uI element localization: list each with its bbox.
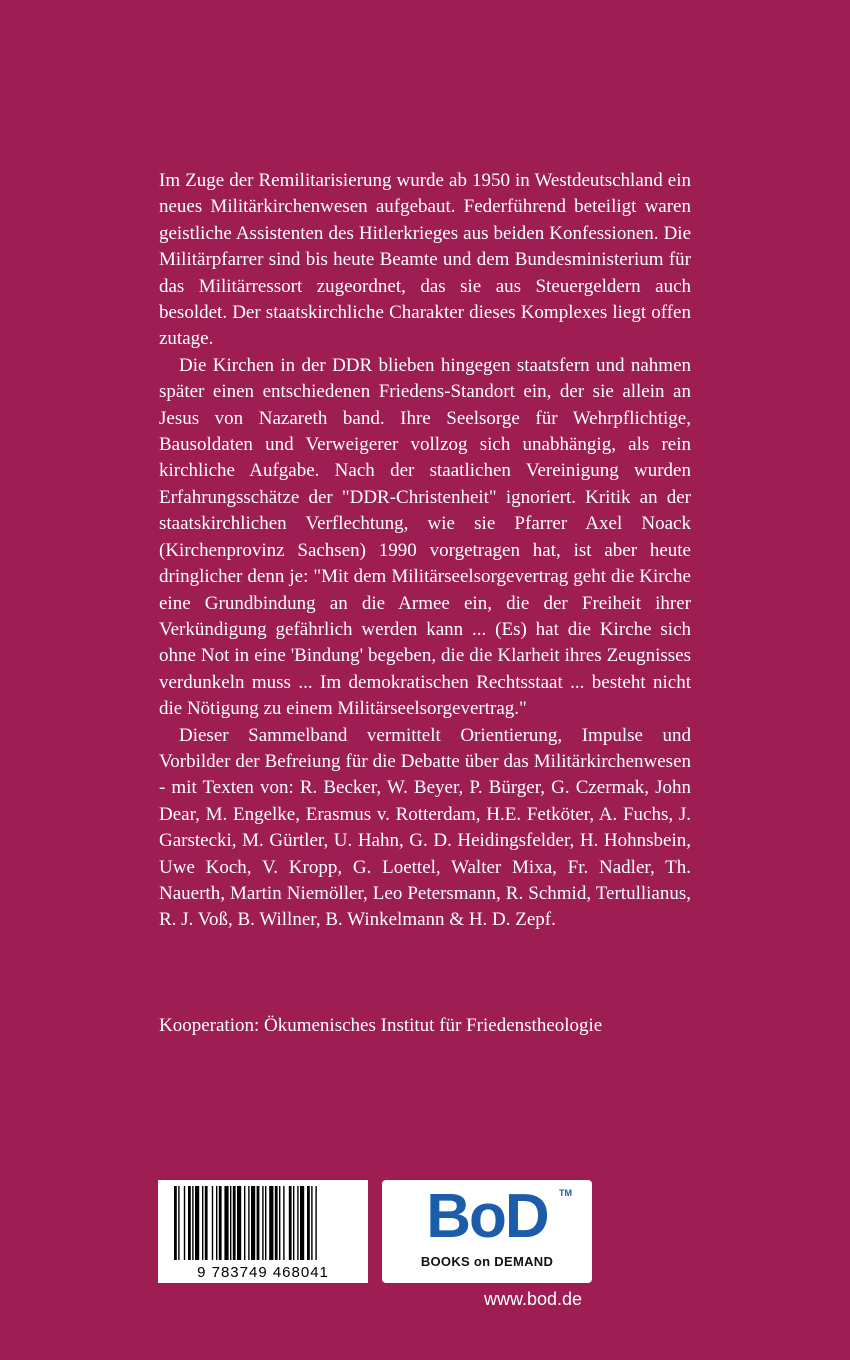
barcode-bar <box>192 1186 193 1260</box>
barcode-bar <box>293 1186 294 1260</box>
barcode-bar <box>269 1186 273 1260</box>
barcode-bar <box>216 1186 217 1260</box>
barcode-bar <box>233 1186 236 1260</box>
barcode-bar <box>195 1186 199 1260</box>
barcode-bar <box>230 1186 231 1260</box>
blurb-paragraph-3: Dieser Sammelband vermittelt Orientierung, Impulse und Vorbilder der Befreiung für die Debatte über das Militärkirchenwesen - mit Texten von: R. Becker, W. Beyer, P. Bürger, G. Czermak, John Dear, M. Engelke, Erasmus v. Rotterdam, H.E. Fetköter, A. Fuchs, J. Garstecki, M. Gürtler, U. Hahn, G. D. Heidingsfelder, H. Hohnsbein, Uwe Koch, V. Kropp, G. Loettel, Walter Mixa, Fr. Nadler, Th. Nauerth, Martin Niemöller, Leo Petersmann, R. Schmid, Tertullianus, R. J. Voß, B. Willner, B. Winkelmann & H. D. Zepf. <box>159 724 691 931</box>
barcode-bar <box>311 1186 312 1260</box>
barcode-bar <box>275 1186 278 1260</box>
publisher-tagline: BOOKS on DEMAND <box>420 1254 554 1269</box>
barcode-bar <box>224 1186 228 1260</box>
barcode-bar <box>307 1186 310 1260</box>
barcode-bar <box>265 1186 266 1260</box>
barcode-bar <box>251 1186 255 1260</box>
barcode-bar <box>289 1186 292 1260</box>
trademark-mark: TM <box>559 1188 572 1198</box>
cooperation-note: Kooperation: Ökumenisches Institut für Friedenstheologie <box>159 1015 603 1036</box>
blurb-text <box>159 168 691 934</box>
barcode-bar <box>279 1186 280 1260</box>
publisher-logo <box>382 1180 592 1283</box>
blurb-paragraph-1: Im Zuge der Remilitarisierung wurde ab 1950 in Westdeutschland ein neues Militärkirchenwesen aufgebaut. Federführend beteiligt waren geistliche Assistenten des Hitlerkrieges aus beiden Konfessionen. Die Militärpfarrer sind bis heute Beamte und dem Bundesministerium für das Militärressort zugeordnet, das sie aus Steuergeldern auch besoldet. Der staatskirchliche Charakter dieses Komplexes liegt offen zutage. <box>159 170 691 350</box>
barcode-bar <box>188 1186 191 1260</box>
barcode-bar <box>315 1186 316 1260</box>
barcode-bar <box>178 1186 179 1260</box>
barcode-bar <box>237 1186 241 1260</box>
barcode-bar <box>205 1186 208 1260</box>
barcode-bar <box>184 1186 185 1260</box>
barcode-bar <box>202 1186 203 1260</box>
barcode-bar <box>174 1186 177 1260</box>
isbn-digits: 9 783749 468041 <box>197 1264 329 1281</box>
barcode-bar <box>262 1186 263 1260</box>
barcode-bar <box>244 1186 245 1260</box>
barcode-bar <box>257 1186 260 1260</box>
barcode-bar <box>212 1186 213 1260</box>
barcode-bar <box>300 1186 304 1260</box>
barcode-bar <box>283 1186 284 1260</box>
publisher-url: www.bod.de <box>484 1289 583 1309</box>
blurb-paragraph-2: Die Kirchen in der DDR blieben hingegen staatsfern und nahmen später einen entschiedenen Friedens-Standort ein, der sie allein an Jesus von Nazareth band. Ihre Seelsorge für Wehrpflichtige, Bausoldaten und Verweigerer vollzog sich unabhängig, als rein kirchliche Aufgabe. Nach der staatlichen Vereinigung wurden Erfahrungsschätze der "DDR-Christenheit" ignoriert. Kritik an der staatskirchlichen Verflechtung, wie sie Pfarrer Axel Noack (Kirchenprovinz Sachsen) 1990 vorgetragen hat, ist aber heute dringlicher denn je: "Mit dem Militärseelsorgevertrag geht die Kirche eine Grundbindung an die Armee ein, die der Freiheit ihrer Verkündigung gefährlich werden kann ... (Es) hat die Kirche sich ohne Not in eine 'Bindung' begeben, die die Klarheit ihres Zeugnisses verdunkeln muss ... Im demokratischen Rechtsstaat ... besteht nicht die Nötigung zu einem Militärseelsorgevertrag." <box>159 354 691 720</box>
barcode-bar <box>297 1186 298 1260</box>
barcode-bar <box>248 1186 249 1260</box>
barcode-bar <box>219 1186 222 1260</box>
isbn-barcode <box>158 1180 368 1283</box>
bod-logo-text: BoD <box>426 1182 548 1251</box>
barcode-graphic <box>158 1180 368 1283</box>
